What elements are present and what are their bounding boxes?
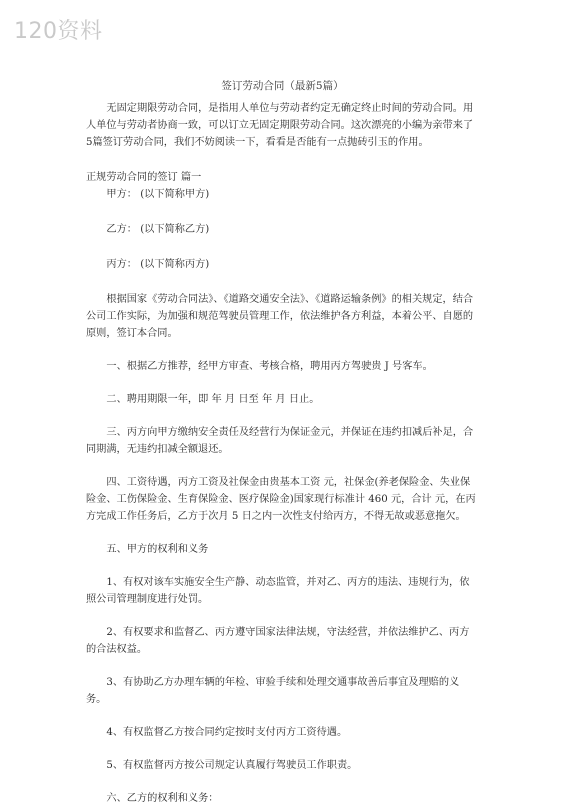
clause-6-heading: 六、乙方的权利和义务： <box>106 793 219 804</box>
party-a-line: 甲方： (以下简称甲方) <box>106 189 210 200</box>
intro-paragraph: 无固定期限劳动合同，是指用人单位与劳动者约定无确定终止时间的劳动合同。用人单位与劳动者协商一致，可以订立无固定期限劳动合同。这次漂亮的小编为亲带来了5篇签订劳动合同，我们不妨阅读一下，看看是否能有一点抛砖引玉的作用。 <box>86 103 474 148</box>
clause-5-item-4: 4、有权监督乙方按合同约定按时支付丙方工资待遇。 <box>106 727 348 738</box>
clause-5-item-5: 5、有权监督丙方按公司规定认真履行驾驶员工作职责。 <box>106 760 358 771</box>
party-c-line: 丙方： (以下简称丙方) <box>106 259 210 270</box>
party-b-line: 乙方： (以下简称乙方) <box>106 224 210 235</box>
clause-5-heading: 五、甲方的权利和义务 <box>106 544 209 555</box>
document-title: 签订劳动合同（最新5篇） <box>221 80 344 92</box>
clause-2: 二、聘用期限一年，即 年 月 日至 年 月 日止。 <box>106 394 320 405</box>
clause-5-item-1: 1、有权对该车实施安全生产静、动态监管，并对乙、丙方的违法、违规行为，依照公司管理制度进行处罚。 <box>86 577 470 605</box>
basis-paragraph: 根据国家《劳动合同法》、《道路交通安全法》、《道路运输条例》的相关规定，结合公司工作实际，为加强和规范驾驶员管理工作，依法维护各方利益，本着公平、自愿的原则，签订本合同。 <box>86 294 474 339</box>
clause-5-item-3: 3、有协助乙方办理车辆的年检、审验手续和处理交通事故善后事宜及理赔的义务。 <box>86 677 460 705</box>
document-body <box>86 100 478 807</box>
clause-4: 四、工资待遇，丙方工资及社保金由贵基本工资 元，社保金(养老保险金、失业保险金、工伤保险金、生育保险金、医疗保险金)国家现行标准计 460 元，合计 元，在丙方完成工作任务后，乙方于次月 5 日之内一次性支付给丙方，不得无故或恶意拖欠。 <box>86 477 476 522</box>
clause-1: 一、根据乙方推荐，经甲方审查、考核合格，聘用丙方驾驶贵 J 号客车。 <box>106 361 433 372</box>
watermark-logo: 120资料 <box>14 19 103 44</box>
section-heading: 正规劳动合同的签订 篇一 <box>86 172 202 183</box>
clause-3: 三、丙方向甲方缴纳安全责任及经营行为保证金元，并保证在违约扣减后补足，合同期满，无违约扣减全额退还。 <box>86 427 474 455</box>
clause-5-item-2: 2、有权要求和监督乙、丙方遵守国家法律法规，守法经营，并依法维护乙、丙方的合法权益。 <box>86 627 470 655</box>
